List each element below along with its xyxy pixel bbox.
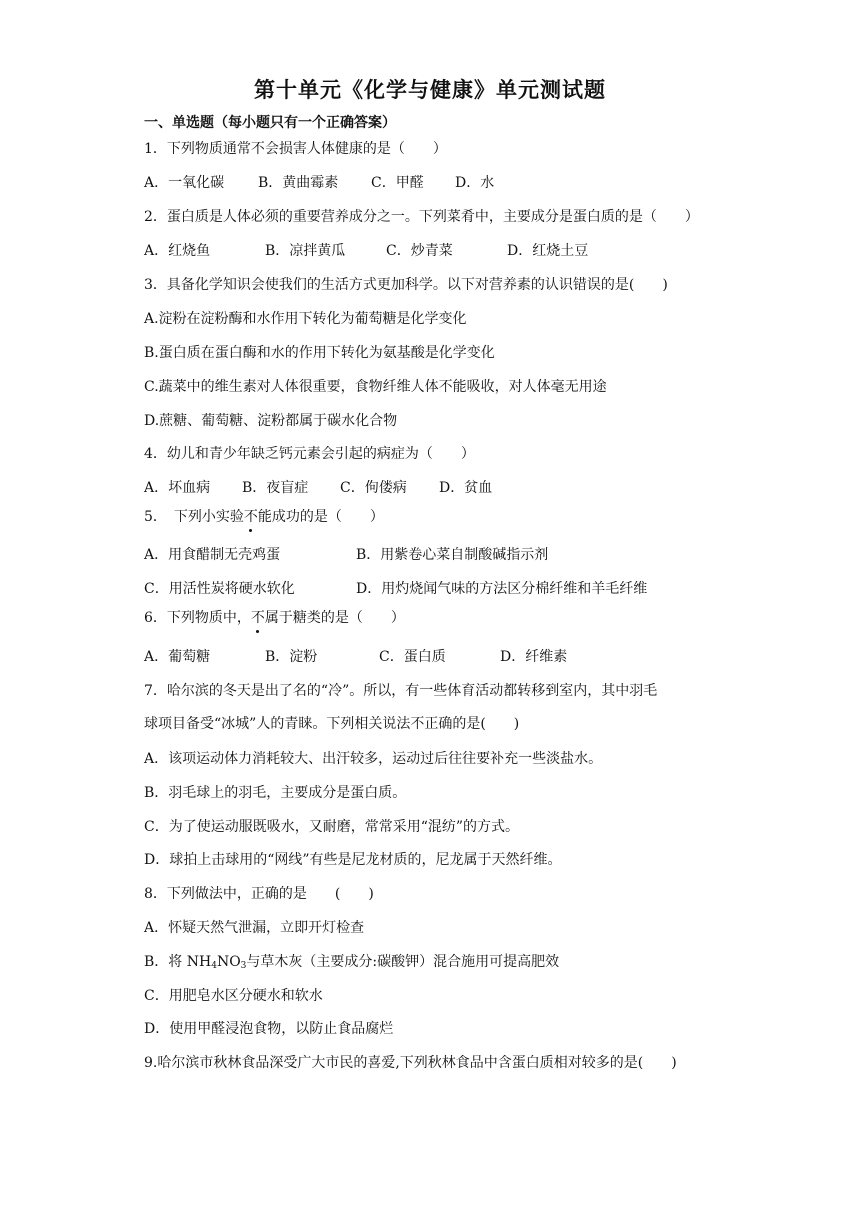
question-3-option-b: B.蛋白质在蛋白酶和水的作用下转化为氨基酸是化学变化 xyxy=(144,345,495,361)
question-3-option-d: D.蔗糖、葡萄糖、淀粉都属于碳水化合物 xyxy=(144,413,398,429)
option-c: C．炒青菜 xyxy=(386,243,453,259)
question-2-stem: 2．蛋白质是人体必须的重要营养成分之一。下列菜肴中，主要成分是蛋白质的是（ ） xyxy=(144,209,699,225)
emphasis-mark: 不 xyxy=(250,610,265,626)
option-c: C．佝偻病 xyxy=(340,480,407,496)
option-text: 与草木灰（主要成分:碳酸钾）混合施用可提高肥效 xyxy=(246,954,560,970)
question-7-stem-line-1: 7．哈尔滨的冬天是出了名的“冷”。所以，有一些体育活动都转移到室内，其中羽毛 xyxy=(144,683,658,699)
question-8-option-d: D．使用甲醛浸泡食物，以防止食品腐烂 xyxy=(144,1021,394,1037)
section-heading: 一、单选题（每小题只有一个正确答案） xyxy=(144,115,396,131)
emphasis-mark: 不 xyxy=(243,509,258,525)
question-9-stem: 9.哈尔滨市秋林食品深受广大市民的喜爱,下列秋林食品中含蛋白质相对较多的是( ) xyxy=(144,1055,677,1071)
option-b: B．黄曲霉素 xyxy=(258,175,339,191)
option-c: C．蛋白质 xyxy=(379,649,446,665)
stem-text: 能成功的是（ ） xyxy=(257,509,384,525)
question-5-stem xyxy=(144,507,384,527)
question-1-stem: 1．下列物质通常不会损害人体健康的是（ ） xyxy=(144,141,447,157)
page-title: 第十单元《化学与健康》单元测试题 xyxy=(254,78,606,102)
option-a: A．坏血病 xyxy=(144,480,211,496)
question-3-option-c: C.蔬菜中的维生素对人体很重要，食物纤维人体不能吸收，对人体毫无用途 xyxy=(144,379,607,395)
question-7-option-a: A．该项运动体力消耗较大、出汗较多，运动过后往往要补充一些淡盐水。 xyxy=(144,751,603,767)
question-3-option-a: A.淀粉在淀粉酶和水作用下转化为葡萄糖是化学变化 xyxy=(144,311,467,327)
option-a: A．红烧鱼 xyxy=(144,243,211,259)
option-d: D．水 xyxy=(455,175,495,191)
question-8-option-c: C．用肥皂水区分硬水和软水 xyxy=(144,988,323,1004)
option-d: D．纤维素 xyxy=(500,649,568,665)
subscript: 4 xyxy=(211,961,217,971)
question-7-stem-line-2: 球项目备受“冰城”人的青睐。下列相关说法不正确的是( ) xyxy=(144,716,520,732)
option-a: A．葡萄糖 xyxy=(144,649,211,665)
question-8-stem: 8．下列做法中，正确的是 ( ) xyxy=(144,886,374,902)
question-7-option-d: D．球拍上击球用的“网线”有些是尼龙材质的，尼龙属于天然纤维。 xyxy=(144,852,562,868)
option-b: B．用紫卷心菜自制酸碱指示剂 xyxy=(356,547,549,563)
option-text: B．将 NH xyxy=(144,954,212,970)
option-c: C．甲醛 xyxy=(371,175,424,191)
option-b: B．夜盲症 xyxy=(242,480,309,496)
subscript: 3 xyxy=(240,961,247,971)
option-d: D．贫血 xyxy=(439,480,493,496)
option-a: A．一氧化碳 xyxy=(144,175,225,191)
option-text: NO xyxy=(216,954,241,970)
question-3-stem: 3．具备化学知识会使我们的生活方式更加科学。以下对营养素的认识错误的是( ) xyxy=(144,277,668,293)
option-b: B．凉拌黄瓜 xyxy=(265,243,346,259)
option-a: A．用食醋制无壳鸡蛋 xyxy=(144,547,281,563)
question-7-option-c: C．为了使运动服既吸水，又耐磨，常常采用“混纺”的方式。 xyxy=(144,819,520,835)
option-d: D．用灼烧闻气味的方法区分棉纤维和羊毛纤维 xyxy=(356,581,648,597)
question-8-option-b xyxy=(144,952,559,976)
question-4-stem: 4．幼儿和青少年缺乏钙元素会引起的病症为（ ） xyxy=(144,446,475,462)
stem-text: 6．下列物质中， xyxy=(144,610,251,626)
option-c: C．用活性炭将硬水软化 xyxy=(144,581,295,597)
option-b: B．淀粉 xyxy=(265,649,318,665)
question-7-option-b: B．羽毛球上的羽毛，主要成分是蛋白质。 xyxy=(144,785,407,801)
stem-text: 5． 下列小实验 xyxy=(144,509,244,525)
option-d: D．红烧土豆 xyxy=(507,243,589,259)
stem-text: 属于糖类的是（ ） xyxy=(264,610,405,626)
question-8-option-a: A．怀疑天然气泄漏，立即开灯检查 xyxy=(144,920,365,936)
question-6-stem xyxy=(144,608,405,628)
